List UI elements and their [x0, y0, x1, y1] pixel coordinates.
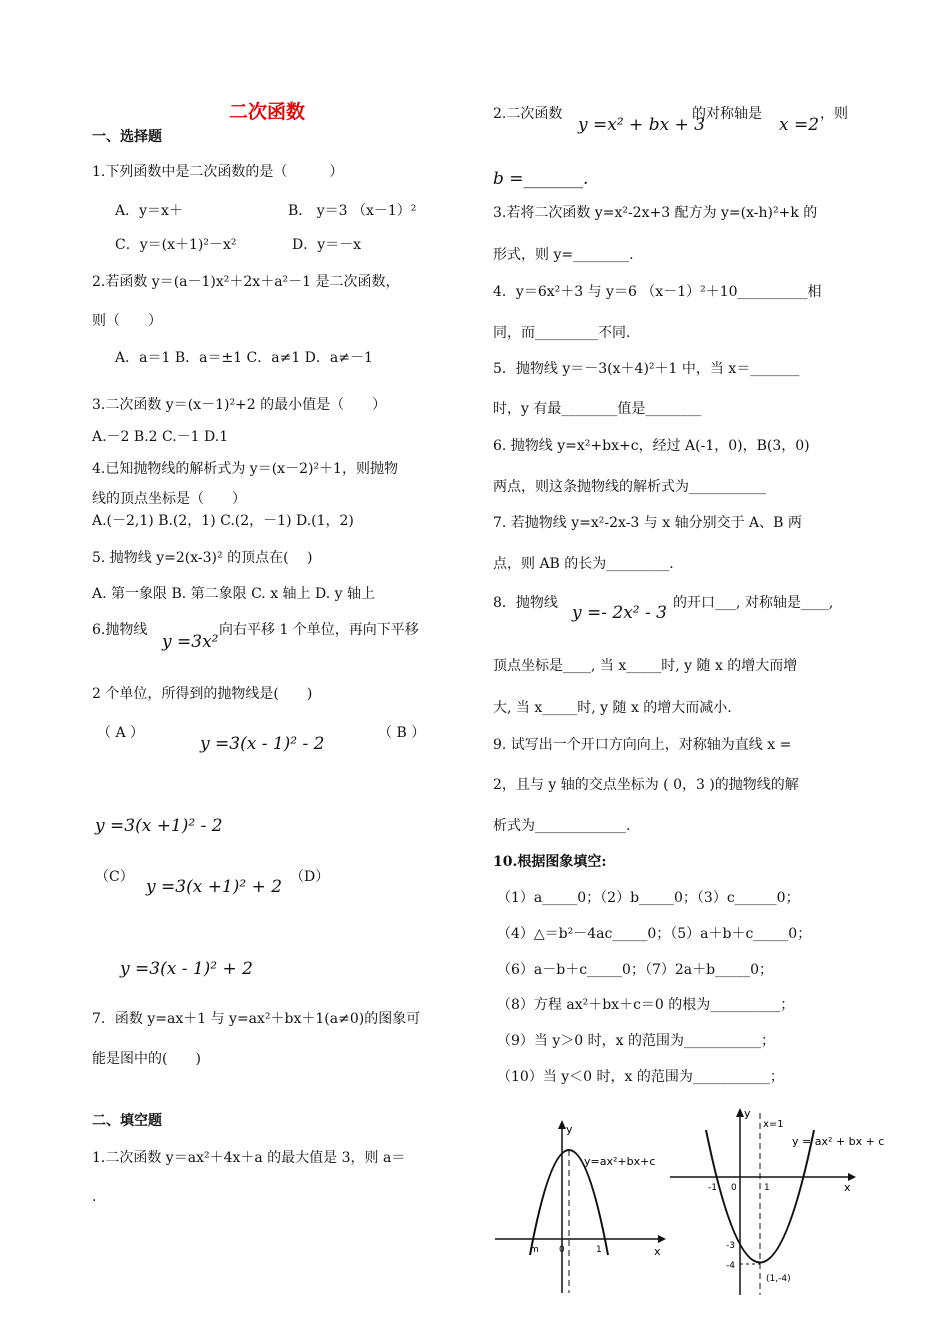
fill10-line4: （8）方程 ax²＋bx＋c＝0 的根为__________； — [497, 997, 795, 1013]
parabola-graph-1 — [490, 1115, 670, 1295]
fill4-text-cont: 同，而_________不同. — [493, 325, 631, 341]
graph2-axis-label: x=1 — [763, 1119, 784, 1130]
q4-text: 4.已知抛物线的解析式为 y＝(x－2)²＋1，则抛物 — [92, 461, 398, 477]
graph2-curve-label: y = ax² + bx + c — [792, 1135, 885, 1148]
graph2-neg4-label: -4 — [726, 1261, 735, 1271]
q3-options: A.－2 B.2 C.－1 D.1 — [92, 429, 229, 445]
fill8-text-cont: 顶点坐标是____, 当 x_____时, y 随 x 的增大而增 — [493, 658, 798, 674]
graph2-neg3-label: -3 — [726, 1241, 735, 1251]
fill2-expression: y =x² + bx + 3 — [578, 115, 706, 135]
fill10-heading: 10.根据图象填空: — [493, 854, 607, 870]
q6-option-c-expr: y =3(x +1)² + 2 — [146, 877, 283, 897]
fill7-text-cont: 点，则 AB 的长为_________. — [493, 556, 674, 572]
fill5-text-cont: 时，y 有最________值是________ — [493, 401, 702, 417]
fill8-text-mid: 的开口___, 对称轴是____, — [673, 595, 834, 611]
q7-text: 7．函数 y=ax＋1 与 y=ax²＋bx＋1(a≠0)的图象可 — [92, 1011, 421, 1027]
fill9-text: 9. 试写出一个开口方向向上，对称轴为直线 x = — [493, 737, 792, 753]
fill4-text: 4．y＝6x²＋3 与 y＝6 （x－1）²＋10__________相 — [493, 284, 822, 300]
q6-option-b-label: （ B ） — [378, 725, 426, 741]
fill8-text: 8．抛物线 — [493, 595, 558, 611]
parabola-graph-2 — [668, 1105, 888, 1300]
fill2-text: 2.二次函数 — [493, 106, 563, 122]
fill3-text: 3.若将二次函数 y=x²-2x+3 配方为 y=(x-h)²+k 的 — [493, 205, 818, 221]
graph1-y-label: y — [566, 1123, 573, 1136]
fill2-text-mid: 的对称轴是 — [692, 106, 762, 122]
fill8-text-end: 大, 当 x_____时, y 随 x 的增大而减小. — [493, 700, 732, 716]
q1-option-c: C．y＝(x＋1)²－x² — [115, 237, 237, 253]
fill2-text-end: ，则 — [820, 106, 848, 122]
q5-text: 5. 抛物线 y=2(x-3)² 的顶点在( ) — [92, 550, 313, 566]
q6-expression: y =3x² — [162, 632, 219, 652]
fill9-text-end: 析式为_____________. — [493, 818, 631, 834]
q6-option-a-label: （ A ） — [97, 725, 145, 741]
graph2-origin-label: 0 — [731, 1183, 737, 1193]
q6-text: 6.抛物线 — [92, 622, 148, 638]
fill10-line2: （4）△＝b²－4ac_____0；（5）a＋b＋c_____0； — [497, 926, 812, 942]
q2-text-cont: 则（ ） — [92, 313, 162, 329]
fill10-line3: （6）a－b＋c_____0；（7）2a＋b_____0； — [497, 962, 773, 978]
q6-option-d-label: （D） — [290, 869, 330, 885]
q1-text: 1.下列函数中是二次函数的是（ ） — [92, 164, 344, 180]
q6-text-mid: 向右平移 1 个单位，再向下平移 — [219, 622, 419, 638]
section-choice-heading: 一、选择题 — [92, 129, 162, 145]
q1-option-b: B． y＝3 （x－1）² — [288, 203, 417, 219]
fill10-line6: （10）当 y＜0 时，x 的范围为___________； — [497, 1069, 784, 1085]
fill6-text-cont: 两点，则这条抛物线的解析式为___________ — [493, 479, 766, 495]
q6-text-cont: 2 个单位，所得到的抛物线是( ) — [92, 686, 313, 702]
fill6-text: 6. 抛物线 y=x²+bx+c，经过 A(-1，0)，B(3，0) — [493, 438, 810, 454]
graph2-y-label: y — [744, 1107, 751, 1120]
fill2-axis-expr: x =2 — [779, 115, 820, 135]
graph2-vertex-label: (1,-4) — [766, 1274, 791, 1284]
graph1-one-label: 1 — [596, 1245, 602, 1255]
fill9-text-cont: 2，且与 y 轴的交点坐标为 ( 0，3 )的抛物线的解 — [493, 777, 799, 793]
fill5-text: 5．抛物线 y＝－3(x＋4)²＋1 中，当 x＝_______ — [493, 361, 800, 377]
q4-text-cont: 线的顶点坐标是（ ） — [92, 491, 246, 507]
graph1-origin-label: 0 — [559, 1245, 565, 1255]
q6-option-c-label: （C） — [95, 869, 134, 885]
fill3-text-cont: 形式，则 y=________. — [493, 247, 634, 263]
fill7-text: 7. 若抛物线 y=x²-2x-3 与 x 轴分别交于 A、B 两 — [493, 515, 802, 531]
q3-text: 3.二次函数 y＝(x－1)²+2 的最小值是（ ） — [92, 397, 387, 413]
graph1-m-label: m — [530, 1245, 539, 1255]
fill10-line5: （9）当 y＞0 时，x 的范围为___________； — [497, 1033, 775, 1049]
q1-option-d: D．y＝－x — [292, 237, 362, 253]
fill2-answer: b =_______. — [493, 169, 589, 189]
section-fill-heading: 二、填空题 — [92, 1113, 162, 1129]
graph2-neg1-label: -1 — [708, 1183, 717, 1193]
fill10-line1: （1）a_____0；（2）b_____0；（3）c______0； — [497, 890, 800, 906]
q2-text: 2.若函数 y＝(a－1)x²＋2x＋a²－1 是二次函数， — [92, 274, 400, 290]
q1-option-a: A．y＝x＋ — [115, 203, 183, 219]
q4-options: A.(－2,1) B.(2，1) C.(2，－1) D.(1，2) — [92, 513, 354, 529]
graph1-x-label: x — [654, 1245, 661, 1258]
q2-options: A．a＝1 B．a＝±1 C．a≠1 D．a≠－1 — [115, 350, 373, 366]
fill1-text-cont: . — [92, 1189, 97, 1205]
fill8-expression: y =- 2x² - 3 — [572, 603, 667, 623]
q6-option-b-expr: y =3(x +1)² - 2 — [95, 816, 223, 836]
graph2-x-label: x — [844, 1181, 851, 1194]
graph2-one-label: 1 — [764, 1183, 770, 1193]
q5-options: A. 第一象限 B. 第二象限 C. x 轴上 D. y 轴上 — [92, 586, 375, 602]
q6-option-d-expr: y =3(x - 1)² + 2 — [120, 959, 253, 979]
q7-text-cont: 能是图中的( ) — [92, 1051, 201, 1067]
q6-option-a-expr: y =3(x - 1)² - 2 — [200, 734, 325, 754]
page-title: 二次函数 — [229, 101, 306, 123]
graph1-curve-label: y=ax²+bx+c — [584, 1155, 656, 1168]
fill1-text: 1.二次函数 y＝ax²＋4x＋a 的最大值是 3，则 a＝ — [92, 1150, 406, 1166]
